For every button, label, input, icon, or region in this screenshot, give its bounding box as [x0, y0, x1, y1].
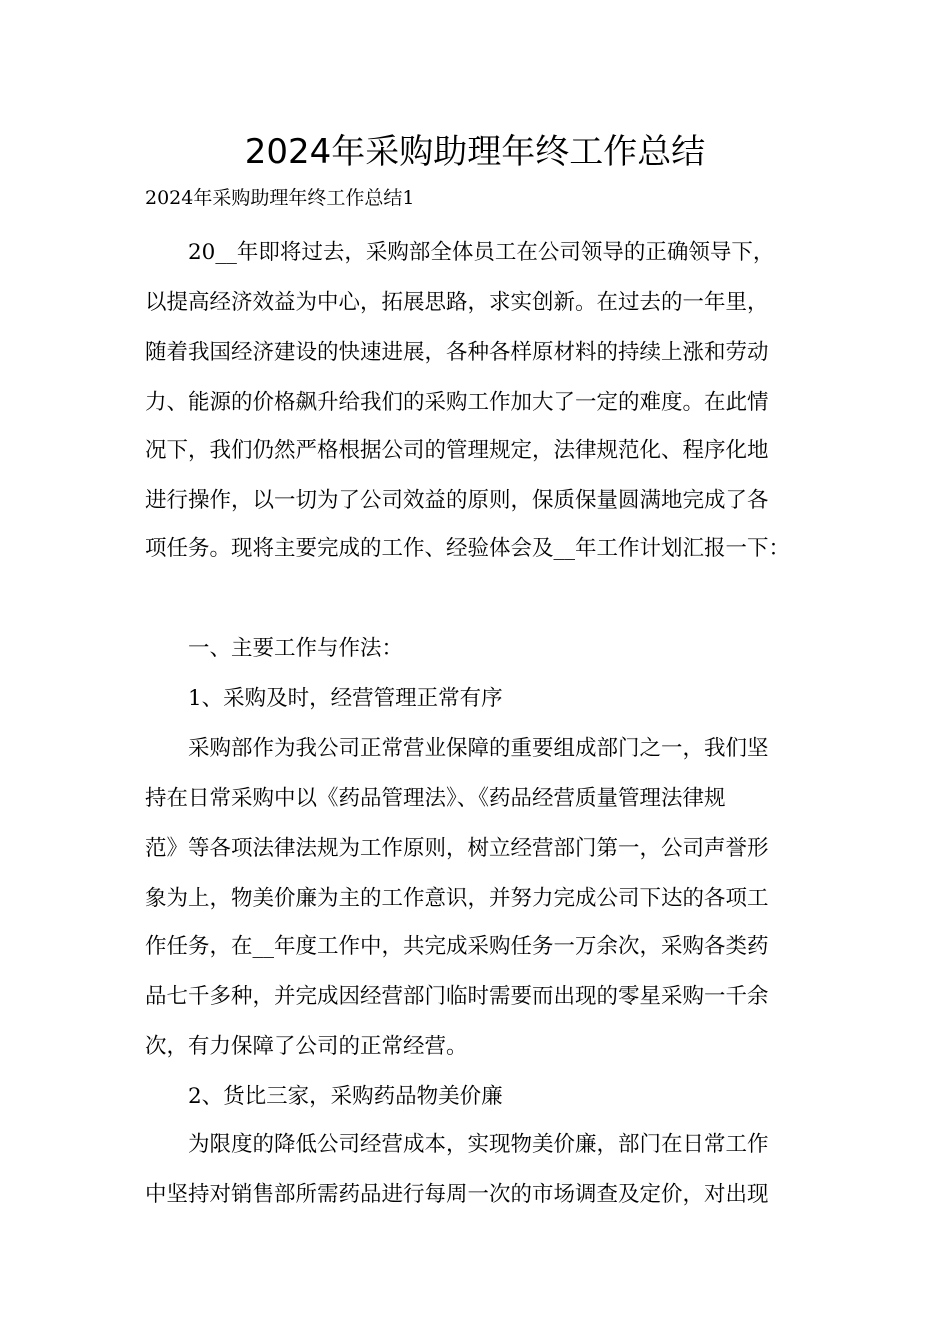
section-heading: 一、主要工作与作法： — [188, 636, 404, 661]
paragraph-line: 随着我国经济建设的快速进展，各种各样原材料的持续上涨和劳动 — [145, 340, 769, 365]
paragraph-line: 为限度的降低公司经营成本，实现物美价廉，部门在日常工作 — [188, 1132, 769, 1157]
paragraph-line: 进行操作，以一切为了公司效益的原则，保质保量圆满地完成了各 — [145, 488, 769, 513]
paragraph-line: 采购部作为我公司正常营业保障的重要组成部门之一，我们坚 — [188, 736, 769, 761]
paragraph-line: 以提高经济效益为中心，拓展思路，求实创新。在过去的一年里， — [145, 290, 769, 315]
paragraph-line: 作任务，在__年度工作中，共完成采购任务一万余次，采购各类药 — [145, 934, 769, 959]
paragraph-line: 20__年即将过去，采购部全体员工在公司领导的正确领导下， — [188, 240, 775, 265]
document-title: 2024年采购助理年终工作总结 — [244, 132, 706, 172]
paragraph-line: 力、能源的价格飙升给我们的采购工作加大了一定的难度。在此情 — [145, 390, 769, 415]
paragraph-line: 范》等各项法律法规为工作原则，树立经营部门第一，公司声誉形 — [145, 836, 769, 861]
paragraph-line: 品七千多种，并完成因经营部门临时需要而出现的零星采购一千余 — [145, 984, 769, 1009]
paragraph-line: 象为上，物美价廉为主的工作意识，并努力完成公司下达的各项工 — [145, 886, 769, 911]
paragraph-line: 中坚持对销售部所需药品进行每周一次的市场调查及定价，对出现 — [145, 1182, 769, 1207]
paragraph-line: 况下，我们仍然严格根据公司的管理规定，法律规范化、程序化地 — [145, 438, 769, 463]
subsection-heading: 1、采购及时，经营管理正常有序 — [188, 686, 503, 711]
paragraph-line: 项任务。现将主要完成的工作、经验体会及__年工作计划汇报一下： — [145, 536, 791, 561]
section-subtitle: 2024年采购助理年终工作总结1 — [145, 187, 415, 209]
subsection-heading: 2、货比三家，采购药品物美价廉 — [188, 1084, 503, 1109]
paragraph-line: 次，有力保障了公司的正常经营。 — [145, 1034, 468, 1059]
paragraph-line: 持在日常采购中以《药品管理法》、《药品经营质量管理法律规 — [145, 786, 726, 811]
